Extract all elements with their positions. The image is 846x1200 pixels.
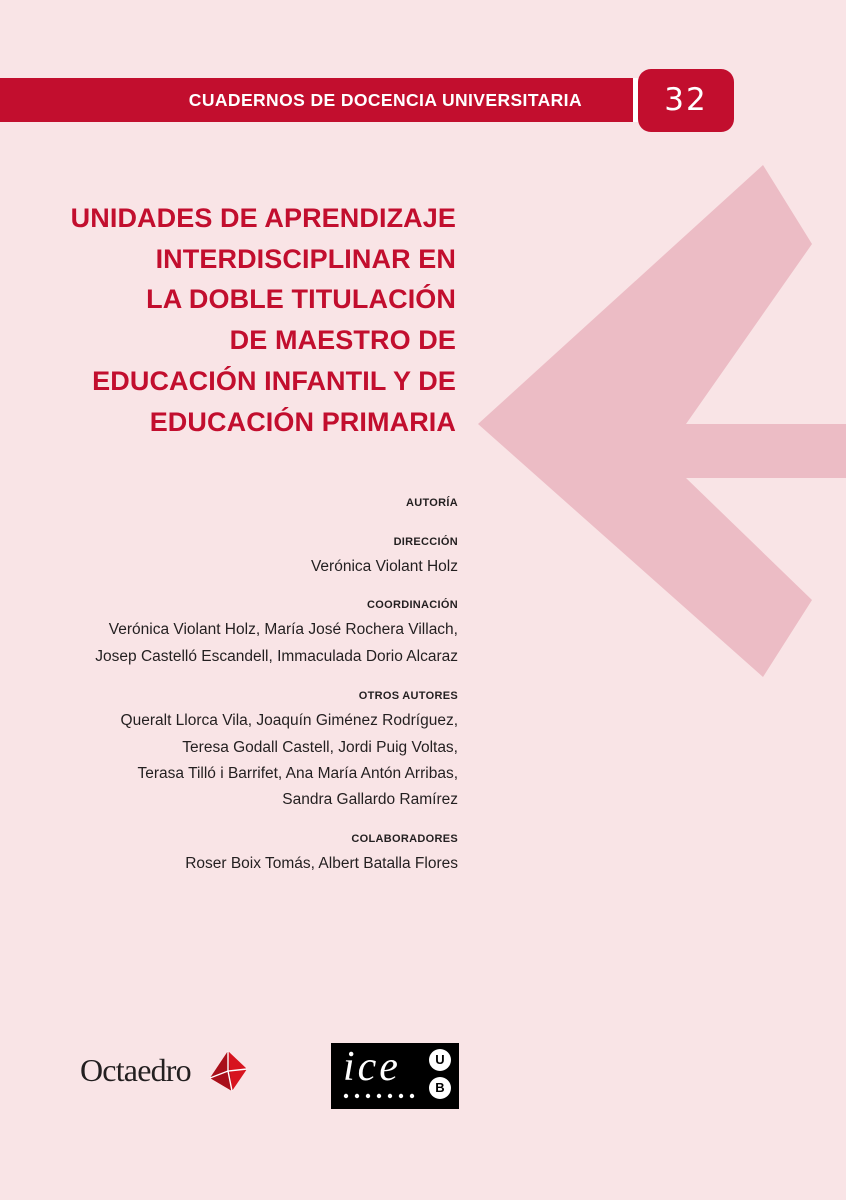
ub-letter-b: B — [429, 1077, 451, 1099]
series-number: 32 — [664, 82, 708, 118]
ub-letter-u: U — [429, 1049, 451, 1071]
title-line: EDUCACIÓN INFANTIL Y DE — [92, 365, 456, 396]
name-line: Verónica Violant Holz, María José Rochera Villach, — [108, 621, 458, 639]
direccion-names — [0, 554, 458, 580]
series-number-box — [638, 69, 734, 132]
name-line: Terasa Tilló i Barrifet, Ana María Antón Arribas, — [137, 765, 458, 783]
otros-autores-label: OTROS AUTORES — [358, 690, 458, 703]
name-line: Teresa Godall Castell, Jordi Puig Voltas, — [182, 738, 458, 756]
octaedro-wordmark: Octaedro — [80, 1052, 191, 1088]
octaedro-mark-icon — [208, 1050, 248, 1092]
name-line: Sandra Gallardo Ramírez — [282, 791, 458, 809]
coordinacion-names — [0, 617, 458, 670]
coordinacion-label: COORDINACIÓN — [367, 599, 458, 612]
otros-autores-names — [0, 708, 458, 814]
title-line: INTERDISCIPLINAR EN — [155, 243, 456, 274]
credits — [0, 496, 458, 877]
series-band — [0, 78, 638, 122]
title-line: DE MAESTRO DE — [229, 325, 456, 356]
title-line: UNIDADES DE APRENDIZAJE — [70, 203, 456, 233]
name-line: Queralt Llorca Vila, Joaquín Giménez Rodríguez, — [120, 712, 458, 730]
series-title: CUADERNOS DE DOCENCIA UNIVERSITARIA — [188, 90, 582, 110]
colaboradores-names — [0, 851, 458, 877]
ice-ub-logo — [331, 1043, 459, 1109]
title-line: EDUCACIÓN PRIMARIA — [149, 406, 456, 437]
dots-decoration — [343, 1093, 423, 1099]
ice-wordmark: ice — [343, 1044, 401, 1090]
name-line: Verónica Violant Holz — [310, 558, 458, 575]
title-line: LA DOBLE TITULACIÓN — [146, 284, 456, 315]
name-line: Roser Boix Tomás, Albert Batalla Flores — [185, 854, 458, 872]
book-title — [0, 198, 456, 442]
name-line: Josep Castelló Escandell, Immaculada Dorio Alcaraz — [95, 647, 458, 665]
autoria-label: AUTORÍA — [405, 497, 458, 509]
colaboradores-label: COLABORADORES — [351, 832, 458, 845]
direccion-label: DIRECCIÓN — [393, 536, 458, 548]
